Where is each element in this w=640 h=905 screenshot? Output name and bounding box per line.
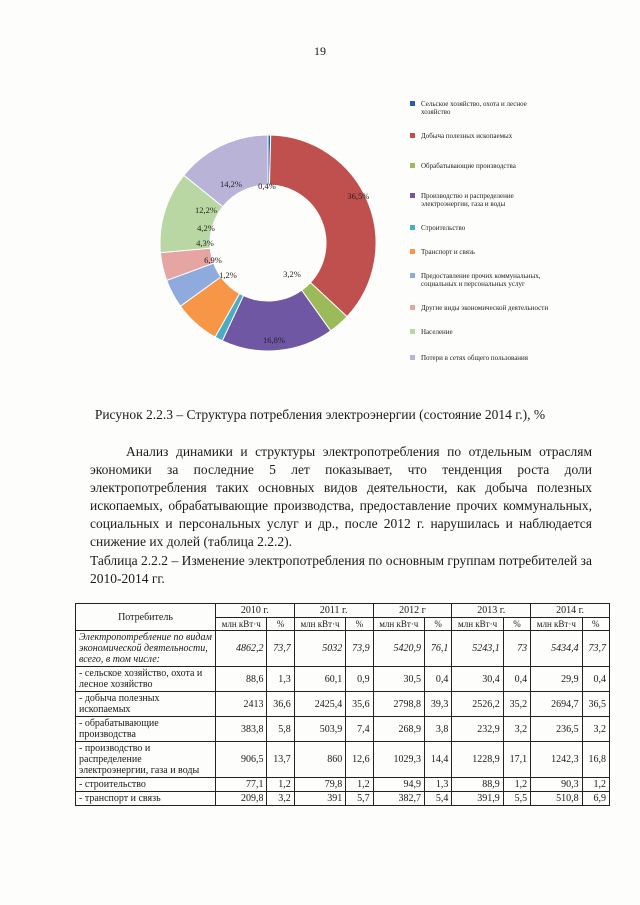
legend-item (410, 132, 550, 140)
table-cell: 73,9 (346, 631, 373, 667)
legend-item (410, 224, 550, 232)
legend-label: Строительство (421, 224, 466, 232)
table-cell: 35,2 (503, 692, 530, 717)
table-row (76, 692, 610, 717)
table-row (76, 667, 610, 692)
table-cell: 5032 (294, 631, 345, 667)
table-cell: 0,4 (425, 667, 452, 692)
table-row (76, 631, 610, 667)
table-cell: 1029,3 (373, 742, 424, 778)
table-cell: 35,6 (346, 692, 373, 717)
table-cell: 0,4 (503, 667, 530, 692)
unit-header-pct: % (425, 618, 452, 631)
consumption-table (75, 603, 610, 806)
donut-chart (150, 130, 390, 360)
table-cell: 39,3 (425, 692, 452, 717)
year-header: 2014 г. (531, 604, 610, 618)
legend-label: Предоставление прочих коммунальных, социальных и персональных услуг (421, 272, 541, 288)
table-cell: 5420,9 (373, 631, 424, 667)
row-label: Электропотребление по видам экономической деятельности, всего, в том числе: (76, 631, 216, 667)
table-cell: 0,4 (582, 667, 609, 692)
table-cell: 7,4 (346, 717, 373, 742)
unit-header-mln: млн кВт·ч (531, 618, 582, 631)
legend-item (410, 192, 550, 208)
row-label: - обрабатывающие производства (76, 717, 216, 742)
legend-swatch (410, 193, 415, 198)
table-cell: 391 (294, 792, 345, 806)
table-cell: 391,9 (452, 792, 503, 806)
table-cell: 510,8 (531, 792, 582, 806)
table-cell: 30,5 (373, 667, 424, 692)
table-cell: 5,5 (503, 792, 530, 806)
table-cell: 1228,9 (452, 742, 503, 778)
analysis-paragraph (90, 443, 592, 551)
table-cell: 76,1 (425, 631, 452, 667)
table-cell: 29,9 (531, 667, 582, 692)
table-cell: 12,6 (346, 742, 373, 778)
table-cell: 73 (503, 631, 530, 667)
table-cell: 1,2 (267, 778, 294, 792)
table-cell: 90,3 (531, 778, 582, 792)
legend-item (410, 304, 550, 312)
table-cell: 1242,3 (531, 742, 582, 778)
year-header: 2013 г. (452, 604, 531, 618)
unit-header-pct: % (346, 618, 373, 631)
legend-swatch (410, 133, 415, 138)
legend-swatch (410, 329, 415, 334)
row-label: - добыча полезных ископаемых (76, 692, 216, 717)
unit-header-mln: млн кВт·ч (294, 618, 345, 631)
table-cell: 1,2 (503, 778, 530, 792)
table-cell: 2413 (216, 692, 267, 717)
table-cell: 5,8 (267, 717, 294, 742)
row-label: - сельское хозяйство, охота и лесное хозяйство (76, 667, 216, 692)
slice-label: 6,9% (204, 255, 222, 265)
donut-slice (269, 135, 376, 317)
table-cell: 16,8 (582, 742, 609, 778)
table-cell: 3,2 (503, 717, 530, 742)
legend-item (410, 162, 550, 170)
table-cell: 14,4 (425, 742, 452, 778)
legend-swatch (410, 305, 415, 310)
table-row (76, 742, 610, 778)
consumer-header: Потребитель (76, 604, 216, 631)
legend-swatch (410, 225, 415, 230)
slice-label: 14,2% (220, 179, 242, 189)
table-cell: 13,7 (267, 742, 294, 778)
unit-header-mln: млн кВт·ч (216, 618, 267, 631)
unit-header-mln: млн кВт·ч (452, 618, 503, 631)
table-cell: 30,4 (452, 667, 503, 692)
table-cell: 1,2 (582, 778, 609, 792)
table-row (76, 778, 610, 792)
legend-item (410, 272, 550, 288)
table-cell: 1,3 (267, 667, 294, 692)
unit-header-mln: млн кВт·ч (373, 618, 424, 631)
legend-label: Сельское хозяйство, охота и лесное хозяйство (421, 100, 527, 116)
row-label: - производство и распределение электроэнергии, газа и воды (76, 742, 216, 778)
table-cell: 5434,4 (531, 631, 582, 667)
table-cell: 79,8 (294, 778, 345, 792)
table-cell: 94,9 (373, 778, 424, 792)
table-cell: 1,3 (425, 778, 452, 792)
table-cell: 3,8 (425, 717, 452, 742)
slice-label: 4,3% (196, 238, 214, 248)
paragraph-text: Анализ динамики и структуры электропотребления по отдельным отраслям экономики за последние 5 лет показывает, что тенденция роста доли электропотребления таких основных видов деятельности, как добыча полезных ископаемых, обрабатывающие производства, предоставление прочих коммунальных, социальных и персональных услуг и др., после 2012 г. нарушилась и наблюдается снижение их долей (таблица 2.2.2). (90, 444, 592, 549)
legend-swatch (410, 355, 415, 360)
table-cell: 383,8 (216, 717, 267, 742)
legend-swatch (410, 273, 415, 278)
slice-label: 16,8% (263, 335, 285, 345)
table-cell: 73,7 (267, 631, 294, 667)
page-number: 19 (314, 44, 326, 58)
table-cell: 60,1 (294, 667, 345, 692)
table-cell: 236,5 (531, 717, 582, 742)
legend-item (410, 248, 550, 256)
legend-label: Другие виды экономической деятельности (421, 304, 549, 312)
table-caption: Таблица 2.2.2 – Изменение электропотребления по основным группам потребителей за 2010-2014 гг. (90, 553, 592, 586)
table-cell: 77,1 (216, 778, 267, 792)
unit-header-pct: % (582, 618, 609, 631)
table-cell: 6,9 (582, 792, 609, 806)
table-cell: 36,5 (582, 692, 609, 717)
slice-label: 1,2% (219, 270, 237, 280)
table-cell: 2694,7 (531, 692, 582, 717)
legend-label: Добыча полезных ископаемых (421, 132, 513, 140)
legend-label: Производство и распределение электроэнергии, газа и воды (421, 192, 514, 208)
row-label: - строительство (76, 778, 216, 792)
table-cell: 4862,2 (216, 631, 267, 667)
legend-swatch (410, 163, 415, 168)
table-cell: 2425,4 (294, 692, 345, 717)
unit-header-pct: % (267, 618, 294, 631)
table-cell: 5243,1 (452, 631, 503, 667)
slice-label: 4,2% (197, 223, 215, 233)
legend-swatch (410, 101, 415, 106)
unit-header-pct: % (503, 618, 530, 631)
table-cell: 503,9 (294, 717, 345, 742)
legend-label: Обрабатывающие производства (421, 162, 516, 170)
chart-legend (410, 100, 550, 362)
table-cell: 0,9 (346, 667, 373, 692)
table-cell: 860 (294, 742, 345, 778)
table-cell: 209,8 (216, 792, 267, 806)
legend-item (410, 100, 550, 116)
year-header: 2010 г. (216, 604, 295, 618)
year-header: 2012 г (373, 604, 452, 618)
legend-label: Население (421, 328, 453, 336)
table-cell: 5,7 (346, 792, 373, 806)
table-cell: 88,9 (452, 778, 503, 792)
year-header: 2011 г. (294, 604, 373, 618)
legend-label: Транспорт и связь (421, 248, 475, 256)
table-cell: 88,6 (216, 667, 267, 692)
slice-label: 36,5% (347, 191, 370, 202)
table-cell: 36,6 (267, 692, 294, 717)
figure-caption: Рисунок 2.2.3 – Структура потребления электроэнергии (состояние 2014 г.), % (94, 407, 546, 422)
slice-label: 12,2% (195, 205, 217, 215)
legend-swatch (410, 249, 415, 254)
row-label: - транспорт и связь (76, 792, 216, 806)
table-cell: 268,9 (373, 717, 424, 742)
legend-label: Потери в сетях общего пользования (421, 354, 529, 362)
table-cell: 906,5 (216, 742, 267, 778)
table-cell: 232,9 (452, 717, 503, 742)
table-cell: 2526,2 (452, 692, 503, 717)
slice-label: 3,2% (283, 269, 301, 279)
table-row (76, 717, 610, 742)
table-cell: 382,7 (373, 792, 424, 806)
table-cell: 73,7 (582, 631, 609, 667)
table-cell: 5,4 (425, 792, 452, 806)
table-cell: 3,2 (267, 792, 294, 806)
table-row (76, 792, 610, 806)
table-cell: 2798,8 (373, 692, 424, 717)
table-cell: 3,2 (582, 717, 609, 742)
legend-item (410, 354, 550, 362)
table-cell: 1,2 (346, 778, 373, 792)
legend-item (410, 328, 550, 336)
slice-label: 0,4% (258, 181, 276, 191)
table-cell: 17,1 (503, 742, 530, 778)
